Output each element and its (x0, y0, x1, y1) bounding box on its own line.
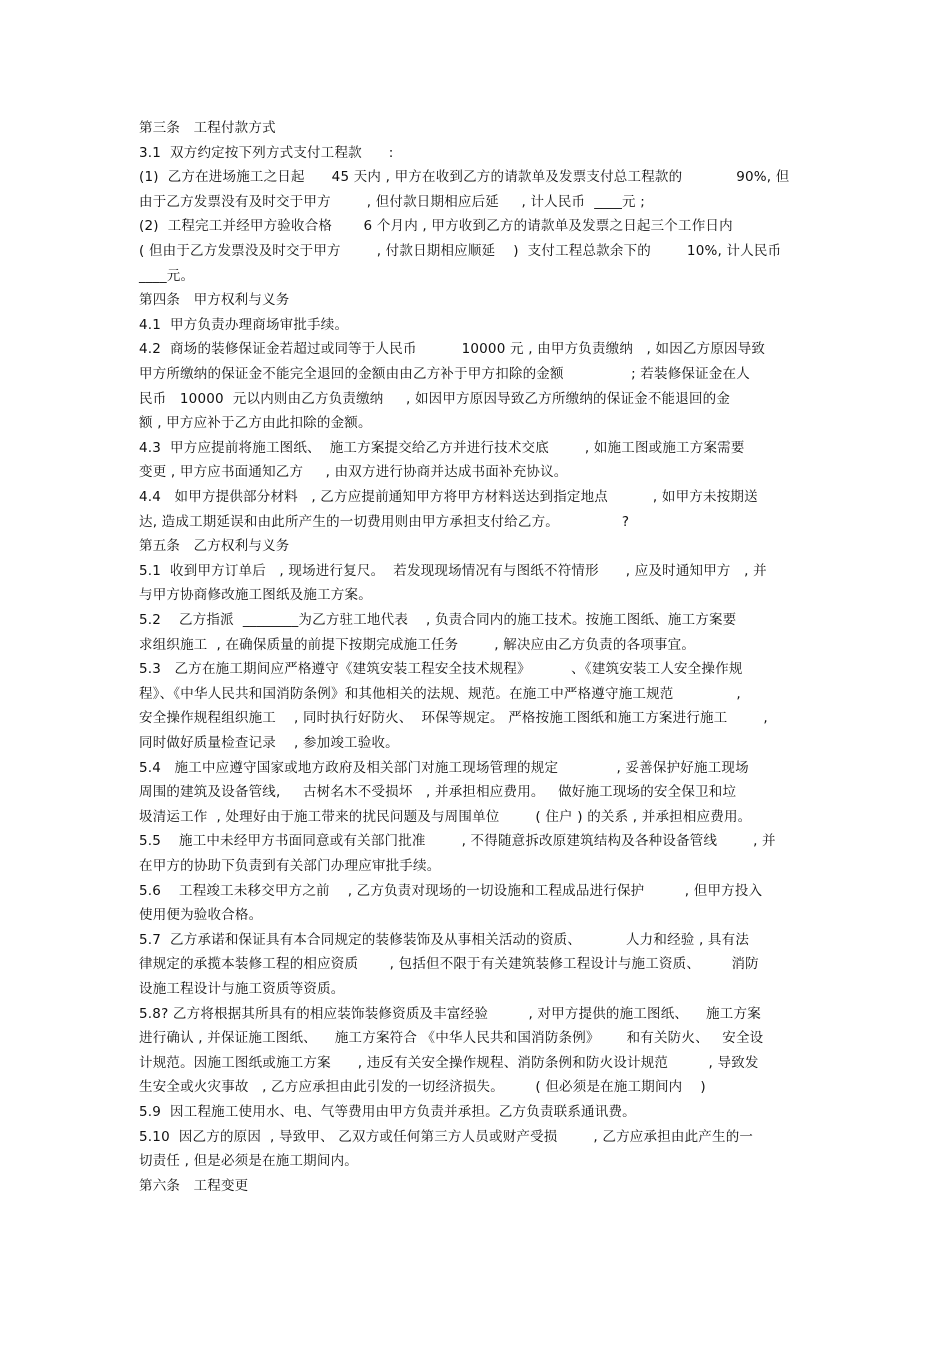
text-line: 3.1 双方约定按下列方式支付工程款 : (139, 144, 394, 161)
text-line: 同时做好质量检查记录 , 参加竣工验收。 (139, 735, 399, 751)
text-line: 4.2 商场的装修保证金若超过或同等于人民币 10000 元 , 由甲方负责缴纳 , 如因乙方原因导致 (139, 341, 766, 358)
text-line: 5.9 因工程施工使用水、电、气等费用由甲方负责并承担。乙方负责联系通讯费。 (139, 1104, 636, 1120)
text-line: 5.1 收到甲方订单后 , 现场进行复尺。 若发现现场情况有与图纸不符情形 , 应及时通知甲方 , 并 (139, 562, 767, 579)
text-line: 在甲方的协助下负责到有关部门办理应审批手续。 (139, 858, 441, 874)
text-line: 由于乙方发票没有及时交于甲方 , 但付款日期相应后延 , 计人民币 ____元 ; (139, 193, 645, 210)
text-line: ____元。 (139, 267, 195, 284)
text-line: 设施工程设计与施工资质等资质。 (139, 981, 345, 997)
text-line: 5.8? 乙方将根据其所具有的相应装饰装修资质及丰富经验 , 对甲方提供的施工图纸、 施工方案 (139, 1005, 761, 1022)
text-line: 4.4 如甲方提供部分材料 , 乙方应提前通知甲方将甲方材料送达到指定地点 , 如甲方未按期送 (139, 489, 758, 505)
text-line: 使用便为验收合格。 (139, 907, 263, 924)
text-line: 进行确认 , 并保证施工图纸、 施工方案符合 《中华人民共和国消防条例》 和有关防火、 安全设 (139, 1030, 764, 1047)
text-line: (2) 工程完工并经甲方验收合格 6 个月内 , 甲方收到乙方的请款单及发票之日起三个工作日内 (139, 218, 733, 235)
text-line: 周围的建筑及设备管线, 古树名木不受损坏 , 并承担相应费用。 做好施工现场的安全保卫和垃 (139, 784, 737, 801)
text-line: 5.10 因乙方的原因 , 导致甲、 乙双方或任何第三方人员或财产受损 , 乙方应承担由此产生的一 (139, 1128, 754, 1145)
text-line: ( 但由于乙方发票没及时交于甲方 , 付款日期相应顺延 ) 支付工程总款余下的 10%, 计人民币 (139, 243, 782, 259)
text-line: 程》、《中华人民共和国消防条例》和其他相关的法规、规范。在施工中严格遵守施工规范 , (139, 685, 741, 702)
text-line: 切责任 , 但是必须是在施工期间内。 (139, 1153, 358, 1170)
text-line: 5.4 施工中应遵守国家或地方政府及相关部门对施工现场管理的规定 , 妥善保护好施工现场 (139, 759, 749, 776)
text-line: 5.2 乙方指派 ________为乙方驻工地代表 , 负责合同内的施工技术。按施工图纸、施工方案要 (139, 612, 737, 628)
text-line: 额 , 甲方应补于乙方由此扣除的金额。 (139, 415, 372, 432)
text-line: 安全操作规程组织施工 , 同时执行好防火、 环保等规定。 严格按施工图纸和施工方案进行施工 , (139, 710, 768, 727)
text-line: 甲方所缴纳的保证金不能完全退回的金额由由乙方补于甲方扣除的金额 ; 若装修保证金在人 (139, 366, 750, 382)
text-line: 达, 造成工期延误和由此所产生的一切费用则由甲方承担支付给乙方。 ? (139, 513, 630, 530)
text-line: 生安全或火灾事故 , 乙方应承担由此引发的一切经济损失。 ( 但必须是在施工期间内 ) (139, 1079, 706, 1096)
text-line: 变更 , 甲方应书面通知乙方 , 由双方进行协商并达成书面补充协议。 (139, 464, 568, 481)
text-line: 律规定的承揽本装修工程的相应资质 , 包括但不限于有关建筑装修工程设计与施工资质、 消防 (139, 956, 759, 973)
text-line: (1) 乙方在进场施工之日起 45 天内 , 甲方在收到乙方的请款单及发票支付总工程款的 90%, 但 (139, 169, 790, 186)
text-line: 4.1 甲方负责办理商场审批手续。 (139, 316, 349, 333)
text-line: 第四条 甲方权利与义务 (139, 292, 290, 309)
text-line: 第六条 工程变更 (139, 1177, 249, 1194)
text-line: 圾清运工作 , 处理好由于施工带来的扰民问题及与周围单位 ( 住户 ) 的关系 , 并承担相应费用。 (139, 808, 752, 825)
text-line: 5.6 工程竣工未移交甲方之前 , 乙方负责对现场的一切设施和工程成品进行保护 , 但甲方投入 (139, 882, 763, 899)
text-line: 计规范。因施工图纸或施工方案 , 违反有关安全操作规程、消防条例和防火设计规范 , 导致发 (139, 1054, 759, 1071)
text-line: 求组织施工 , 在确保质量的前提下按期完成施工任务 , 解决应由乙方负责的各项事宜。 (139, 636, 696, 653)
text-line: 5.7 乙方承诺和保证具有本合同规定的装修装饰及从事相关活动的资质、 人力和经验 , 具有法 (139, 931, 750, 948)
text-line: 5.3 乙方在施工期间应严格遵守《建筑安装工程安全技术规程》 、《建筑安装工人安全操作规 (139, 661, 743, 678)
text-line: 民币 10000 元以内则由乙方负责缴纳 , 如因甲方原因导致乙方所缴纳的保证金不能退回的金 (139, 390, 731, 407)
text-line: 5.5 施工中未经甲方书面同意或有关部门批准 , 不得随意拆改原建筑结构及各种设备管线 , 并 (139, 833, 776, 850)
text-line: 第五条 乙方权利与义务 (139, 538, 290, 555)
text-line: 与甲方协商修改施工图纸及施工方案。 (139, 587, 372, 604)
text-line: 4.3 甲方应提前将施工图纸、 施工方案提交给乙方并进行技术交底 , 如施工图或施工方案需要 (139, 439, 745, 456)
text-line: 第三条 工程付款方式 (139, 120, 276, 136)
